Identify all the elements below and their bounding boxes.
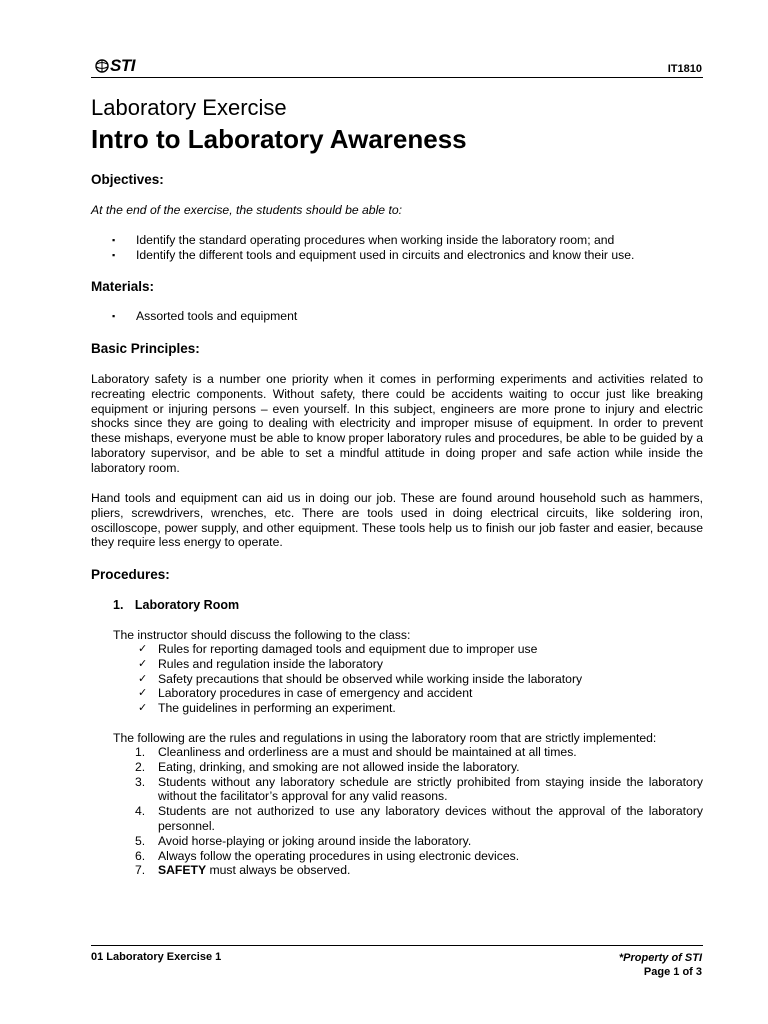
discuss-intro: The instructor should discuss the following to the class: xyxy=(113,628,411,642)
list-item: 4. Students are not authorized to use any laboratory devices without the approval of the laboratory personnel. xyxy=(135,804,703,833)
list-item: 1. Cleanliness and orderliness are a must and should be maintained at all times. xyxy=(135,745,577,759)
principles-paragraph-2: Hand tools and equipment can aid us in doing our job. These are found around household such as hammers, pliers, screwdrivers, wrenches, etc. There are tools used in doing electrical circuits, like soldering iron, oscilloscope, power supply, and other equipment. These tools help us to finish our job faster and easier, because they require less energy to operate. xyxy=(91,491,703,550)
materials-heading: Materials: xyxy=(91,279,155,294)
sti-logo xyxy=(95,56,135,76)
list-item: 3. Students without any laboratory schedule are strictly prohibited from staying inside the laboratory without the facilitator’s approval for any valid reasons. xyxy=(135,774,703,804)
footer-divider xyxy=(91,945,703,946)
document-subtitle: Laboratory Exercise xyxy=(91,95,287,120)
list-item: 7. SAFETY must always be observed. xyxy=(135,863,351,878)
list-item: ✓ Safety precautions that should be observed while working inside the laboratory xyxy=(135,672,703,687)
step-number: 1. xyxy=(113,598,124,612)
step-title: Laboratory Room xyxy=(134,598,240,612)
list-item: 2. Eating, drinking, and smoking are not allowed inside the laboratory. xyxy=(135,759,520,774)
procedure-step-1 xyxy=(113,598,239,612)
rules-intro: The following are the rules and regulations in using the laboratory room that are strictly implemented: xyxy=(113,731,657,745)
principles-heading: Basic Principles: xyxy=(91,341,200,356)
document-title: Intro to Laboratory Awareness xyxy=(91,124,467,154)
list-item: ✓ The guidelines in performing an experiment. xyxy=(135,701,703,716)
page-number: Page 1 of 3 xyxy=(643,966,702,978)
list-item: ✓ Laboratory procedures in case of emergency and accident xyxy=(135,686,703,701)
header-divider xyxy=(91,77,703,78)
rules-list xyxy=(135,745,703,878)
course-code: IT1810 xyxy=(667,63,702,75)
safety-emphasis: SAFETY xyxy=(158,863,207,878)
logo-text: STI xyxy=(110,56,135,75)
list-item: 6. Always follow the operating procedures in using electronic devices. xyxy=(135,848,520,863)
list-item: ▪ Assorted tools and equipment xyxy=(91,309,703,324)
list-item: ✓ Rules and regulation inside the laboratory xyxy=(135,657,703,672)
objectives-intro: At the end of the exercise, the students should be able to: xyxy=(91,203,402,217)
procedures-heading: Procedures: xyxy=(91,567,170,582)
property-notice: *Property of STI xyxy=(618,952,702,964)
discuss-checklist xyxy=(135,642,703,716)
principles-paragraph-1: Laboratory safety is a number one priority when it comes in performing experiments and activities related to recreating electric components. Without safety, there could be accidents waiting to occur just like breaking equipment or injuring persons – even yourself. In this subject, engineers are more prone to injury and electric shocks since they are going to dealing with electricity and improper misuse of equipment. In order to prevent these mishaps, everyone must be able to know proper laboratory rules and procedures, be able to be guided by a laboratory supervisor, and be able to set a mindful attitude in doing proper and safe action while inside the laboratory room. xyxy=(91,372,703,475)
list-item: ▪ Identify the standard operating procedures when working inside the laboratory room; and xyxy=(91,233,703,248)
materials-list xyxy=(91,309,703,324)
sti-globe-icon xyxy=(95,59,109,73)
objectives-list xyxy=(91,233,703,263)
objectives-heading: Objectives: xyxy=(91,172,164,187)
list-item: ▪ Identify the different tools and equipment used in circuits and electronics and know their use. xyxy=(91,248,703,263)
list-item: 5. Avoid horse-playing or joking around inside the laboratory. xyxy=(135,833,472,848)
list-item: ✓ Rules for reporting damaged tools and equipment due to improper use xyxy=(135,642,703,657)
footer-document-label: 01 Laboratory Exercise 1 xyxy=(91,951,222,963)
footer-right xyxy=(619,951,702,979)
